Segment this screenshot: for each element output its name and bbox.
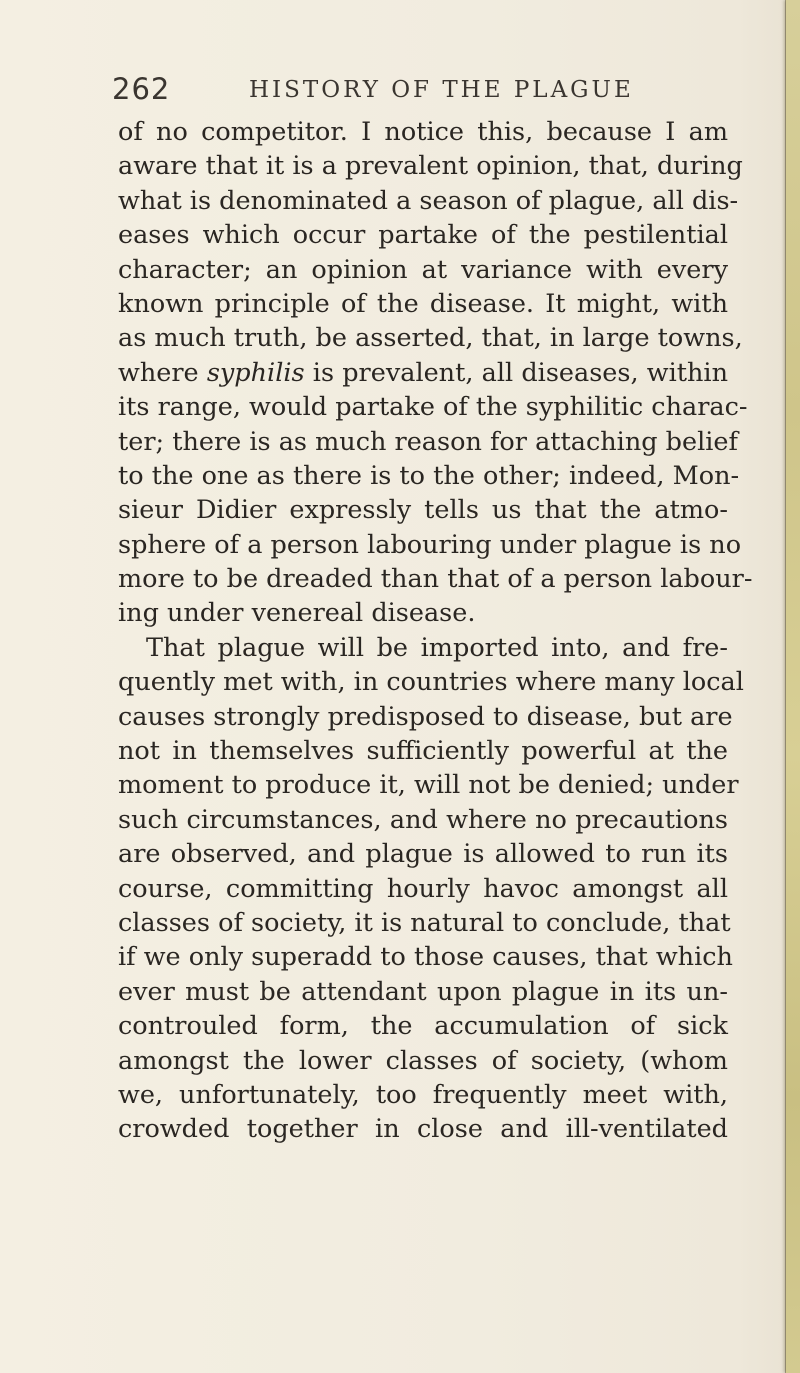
text-line: classes of society, it is natural to conclude, that [118, 907, 731, 938]
italic-term: syphilis [206, 357, 305, 388]
text-fragment: is prevalent, all diseases, within [312, 357, 728, 388]
text-line: we, unfortunately, too frequently meet with, [118, 1079, 728, 1110]
paragraph-first-line: That plague will be imported into, and fre- [146, 632, 728, 663]
text-line: ing under venereal disease. [118, 598, 476, 629]
running-title: HISTORY OF THE PLAGUE [249, 77, 634, 103]
text-line: eases which occur partake of the pestilential [118, 220, 728, 251]
text-line: to the one as there is to the other; indeed, Mon- [118, 460, 740, 491]
text-line: amongst the lower classes of society, (whom [118, 1045, 728, 1076]
text-line: what is denominated a season of plague, all dis- [118, 185, 739, 216]
text-line: sieur Didier expressly tells us that the atmo- [118, 495, 728, 526]
page-header [112, 70, 712, 110]
text-fragment: where [118, 357, 199, 388]
page-number: 262 [112, 72, 171, 106]
text-line: ter; there is as much reason for attaching belief [118, 426, 738, 457]
text-line: are observed, and plague is allowed to run its [118, 839, 728, 870]
text-line: course, committing hourly havoc amongst all [118, 873, 728, 904]
text-line: ever must be attendant upon plague in its un- [118, 976, 728, 1007]
text-line: crowded together in close and ill-ventilated [118, 1114, 728, 1145]
text-line: causes strongly predisposed to disease, but are [118, 701, 733, 732]
body-text [118, 115, 753, 1147]
text-line: if we only superadd to those causes, that which [118, 942, 733, 973]
text-line: aware that it is a prevalent opinion, that, during [118, 151, 743, 182]
gilt-page-edge [786, 0, 800, 1373]
text-line [118, 356, 728, 390]
text-line: character; an opinion at variance with every [118, 254, 728, 285]
text-line: moment to produce it, will not be denied; under [118, 770, 739, 801]
text-line: sphere of a person labouring under plague is no [118, 529, 742, 560]
text-line: such circumstances, and where no precautions [118, 804, 728, 835]
text-line: its range, would partake of the syphilitic charac- [118, 392, 748, 423]
text-line: of no competitor. I notice this, because I am [118, 117, 728, 147]
text-line: more to be dreaded than that of a person labour- [118, 564, 753, 595]
text-line: known principle of the disease. It might, with [118, 288, 728, 319]
text-line: controuled form, the accumulation of sick [118, 1011, 728, 1042]
text-line: as much truth, be asserted, that, in large towns, [118, 323, 743, 354]
text-line: quently met with, in countries where many local [118, 667, 744, 698]
text-line: not in themselves sufficiently powerful at the [118, 736, 728, 767]
